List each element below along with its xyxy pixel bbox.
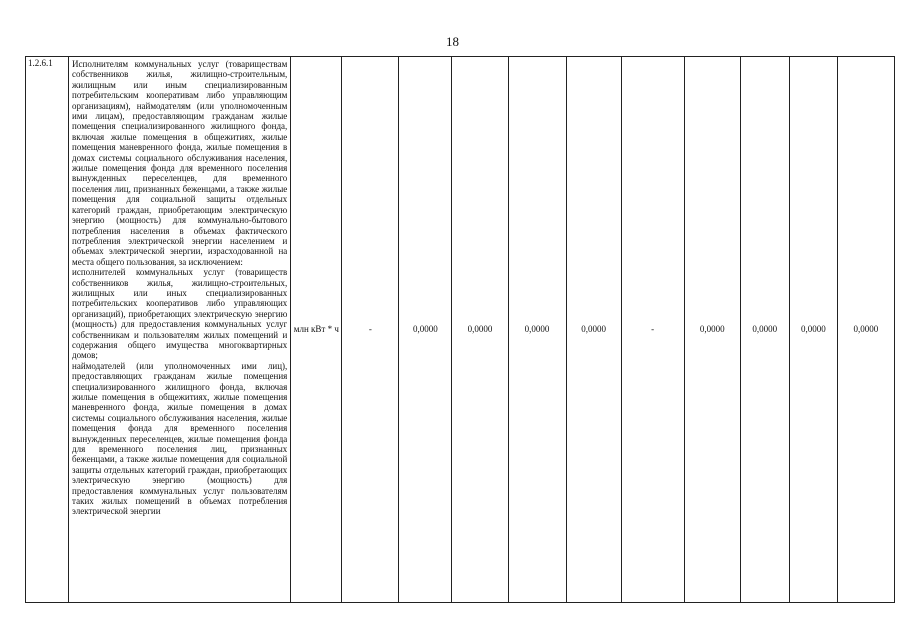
value-cell-7: 0,0000	[684, 57, 740, 603]
table-row	[26, 57, 895, 603]
value-cell-9: 0,0000	[789, 57, 837, 603]
unit-cell: млн кВт * ч	[291, 57, 342, 603]
value-cell-3: 0,0000	[452, 57, 508, 603]
description-paragraph-2: исполнителей коммунальных услуг (товариществ собственников жилья, жилищно-строительных, жилищных или иных специализированных потребительских кооперативов либо управляющих организаций), приобретающих электрическую энергию (мощность) для предоставления коммунальных услуг собственникам и пользователям жилых помещений и содержания общего имущества многоквартирных домов;	[72, 267, 288, 361]
value-cell-2: 0,0000	[399, 57, 452, 603]
description-paragraph-1: Исполнителям коммунальных услуг (товариществам собственников жилья, жилищно-строительным, жилищным или иным специализированным потребительским кооперативам либо управляющим организациям), наймодателям (или уполномоченным ими лицам), предоставляющим гражданам жилые помещения специализированного жилищного фонда, включая жилые помещения в общежитиях, жилые помещения маневренного фонда, жилые помещения в домах системы социального обслуживания населения, жилые помещения фонда для временного поселения вынужденных переселенцев, для временного поселения лиц, признанных беженцами, а также жилые помещения для социальной защиты отдельных категорий граждан, приобретающим электрическую энергию (мощность) для коммунально-бытового потребления населения в объемах фактического потребления электрической энергии населением и объемах электрической энергии, израсходованной на места общего пользования, за исключением:	[72, 59, 288, 267]
description-text	[72, 59, 287, 602]
value-cell-6: -	[621, 57, 684, 603]
value-cell-10: 0,0000	[837, 57, 894, 603]
value-cell-5: 0,0000	[566, 57, 621, 603]
value-cell-8: 0,0000	[740, 57, 789, 603]
tariff-table	[25, 56, 895, 603]
description-paragraph-3: наймодателей (или уполномоченных ими лиц), предоставляющих гражданам жилые помещения специализированного жилищного фонда, включая жилые помещения в общежитиях, жилые помещения маневренного фонда, жилые помещения в домах системы социального обслуживания населения, жилые помещения фонда для временного поселения вынужденных переселенцев, жилые помещения фонда для временного поселения лиц, признанных беженцами, а также жилые помещения для социальной защиты отдельных категорий граждан, приобретающих электрическую энергию (мощность) для предоставления коммунальных услуг пользователям таких жилых помещений в объемах потребления электрической энергии	[72, 360, 288, 517]
row-description-cell	[69, 57, 291, 603]
value-cell-1: -	[342, 57, 399, 603]
page-number: 18	[446, 34, 459, 49]
row-code-cell: 1.2.6.1	[26, 57, 69, 603]
value-cell-4: 0,0000	[508, 57, 566, 603]
